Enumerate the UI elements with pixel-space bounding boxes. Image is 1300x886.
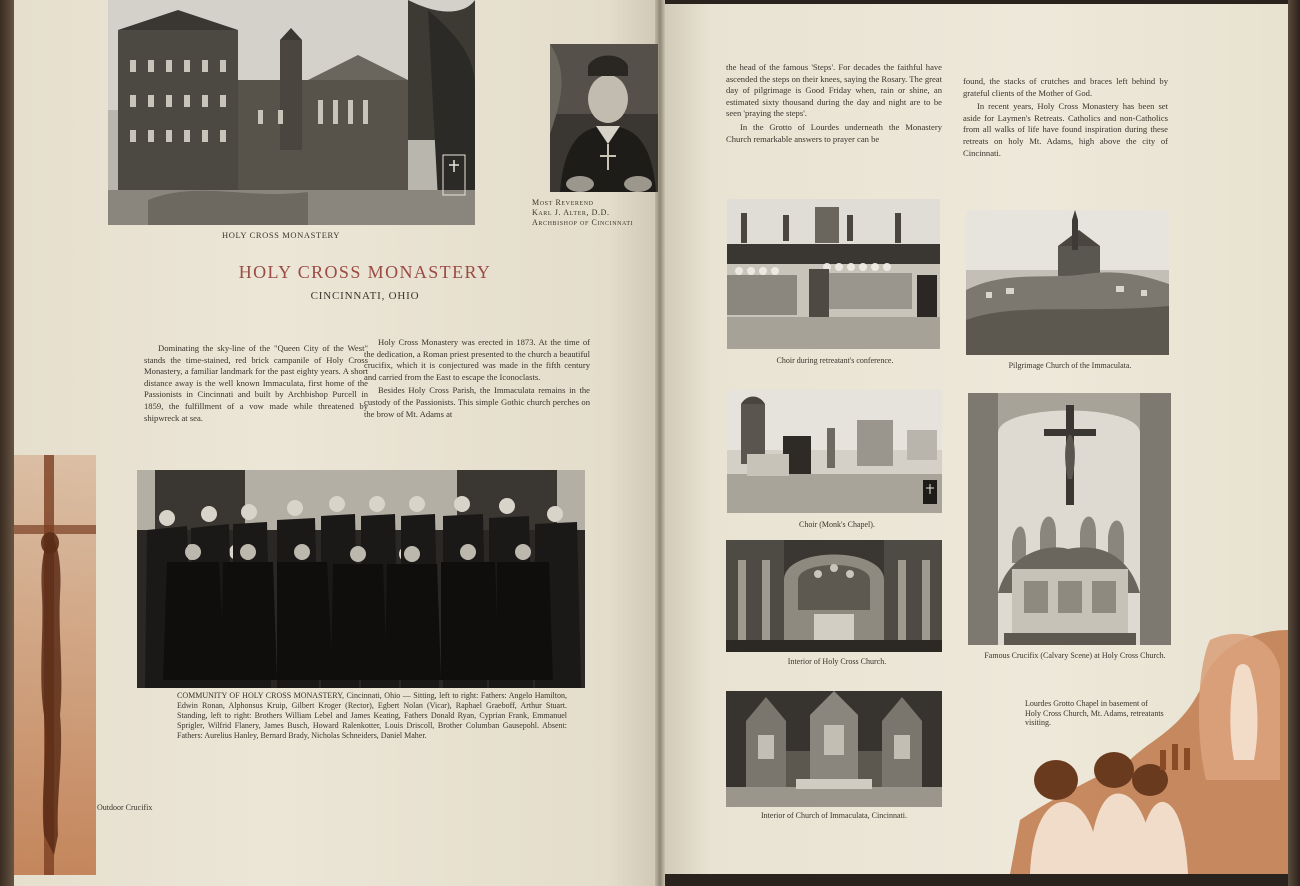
right-column1-paragraph-2: In the Grotto of Lourdes underneath the Monastery Church remarkable answers to prayer can be <box>726 121 942 144</box>
left-column1-paragraph: Dominating the sky-line of the "Queen City of the West" stands the time-stained, red brick campanile of Holy Cross Monastery, a familiar landmark for the past eighty years. A short distance away is the well known Immaculata, first home of the Passionists in Cincinnati and built by Archbishop Purcell in 1859, the fulfillment of a vow made while threatened by shipwreck at sea. <box>144 343 368 423</box>
right-article-column-1 <box>726 62 942 145</box>
outdoor-crucifix-caption: Outdoor Crucifix <box>97 803 153 812</box>
monastery-photo-caption: HOLY CROSS MONASTERY <box>222 230 341 240</box>
community-group-photo <box>137 470 585 688</box>
holy-cross-interior-photo <box>726 540 942 652</box>
holy-cross-interior-caption: Interior of Holy Cross Church. <box>787 657 887 666</box>
left-column2-paragraph-1: Holy Cross Monastery was erected in 1873. At the time of the dedication, a Roman priest presented to the church a beautiful crucifix, which it is conjectured was made in the fifth century and carried from the East to escape the Iconoclasts. <box>364 337 590 382</box>
left-column2-paragraph-2: Besides Holy Cross Parish, the Immaculata remains in the custody of the Passionists. This simple Gothic church perches on the brow of Mt. Adams at <box>364 385 590 419</box>
lourdes-grotto-image <box>1010 630 1288 874</box>
monastery-photo <box>108 0 475 225</box>
monks-chapel-photo <box>727 390 942 513</box>
archbishop-caption-line2: Karl J. Alter, D.D. <box>532 208 610 217</box>
right-article-column-2 <box>963 76 1168 159</box>
archbishop-portrait <box>550 44 658 192</box>
monks-chapel-caption: Choir (Monk's Chapel). <box>799 520 875 529</box>
right-column2-paragraph-2: In recent years, Holy Cross Monastery has been set aside for Laymen's Retreats. Catholics and non-Catholics from all walks of life have found inspiration during these retreats on holy Mt. Adams, high above the city of Cincinnati. <box>963 101 1168 158</box>
book-edge-right <box>1288 0 1300 886</box>
page-subtitle: CINCINNATI, OHIO <box>310 290 420 302</box>
right-column2-paragraph-1: found, the stacks of crutches and braces left behind by grateful clients of the Mother of God. <box>963 76 1168 98</box>
choir-conference-photo <box>727 199 940 349</box>
pilgrimage-church-photo <box>966 210 1169 355</box>
outdoor-crucifix-image <box>14 455 96 875</box>
right-column1-paragraph-1: the head of the famous 'Steps'. For decades the faithful have ascended the steps on their knees, saying the Rosary. The great day of pilgrimage is Good Friday when, rain or shine, an estimated sixty thousand during the day and night are to be seen 'praying the steps'. <box>726 62 942 119</box>
archbishop-caption-line3: Archbishop of Cincinnati <box>532 218 634 227</box>
page-title: HOLY CROSS MONASTERY <box>238 262 492 282</box>
pilgrimage-church-caption: Pilgrimage Church of the Immaculata. <box>1008 361 1132 370</box>
choir-conference-caption: Choir during retreatant's conference. <box>776 356 894 365</box>
left-article-column-1 <box>144 343 368 424</box>
lourdes-grotto-caption: Lourdes Grotto Chapel in basement of Holy Cross Church, Mt. Adams, retreatants visiting. <box>1025 699 1164 727</box>
community-photo-caption: COMMUNITY OF HOLY CROSS MONASTERY, Cincinnati, Ohio — Sitting, left to right: Fathers: Angelo Hamilton, Edwin Ronan, Alphonsus Kruip, Gilbert Kroger (Rector), Egbert Nolan (Vicar), Raphael Graeboff, Arthur Stuart. Standing, left to right: Brothers William Lebel and James Keating, Fathers Donald Ryan, Cyprian Frank, Emmanuel Sprigler, Wilfrid Flanery, James Busch, Howard Ralenkotter, Louis Driscoll, Brother Columban Gausepohl. Absent: Fathers: Aurelius Hanley, Bernard Brady, Nicholas Schneiders, Daniel Maher. <box>177 691 567 740</box>
calvary-scene-photo <box>968 393 1171 645</box>
calvary-scene-caption: Famous Crucifix (Calvary Scene) at Holy Cross Church. <box>984 651 1166 660</box>
archbishop-caption-line1: Most Reverend <box>532 198 594 207</box>
left-article-column-2 <box>364 337 590 420</box>
archbishop-caption <box>532 198 657 228</box>
immaculata-interior-photo <box>726 691 942 807</box>
immaculata-interior-caption: Interior of Church of Immaculata, Cincinnati. <box>761 811 907 820</box>
